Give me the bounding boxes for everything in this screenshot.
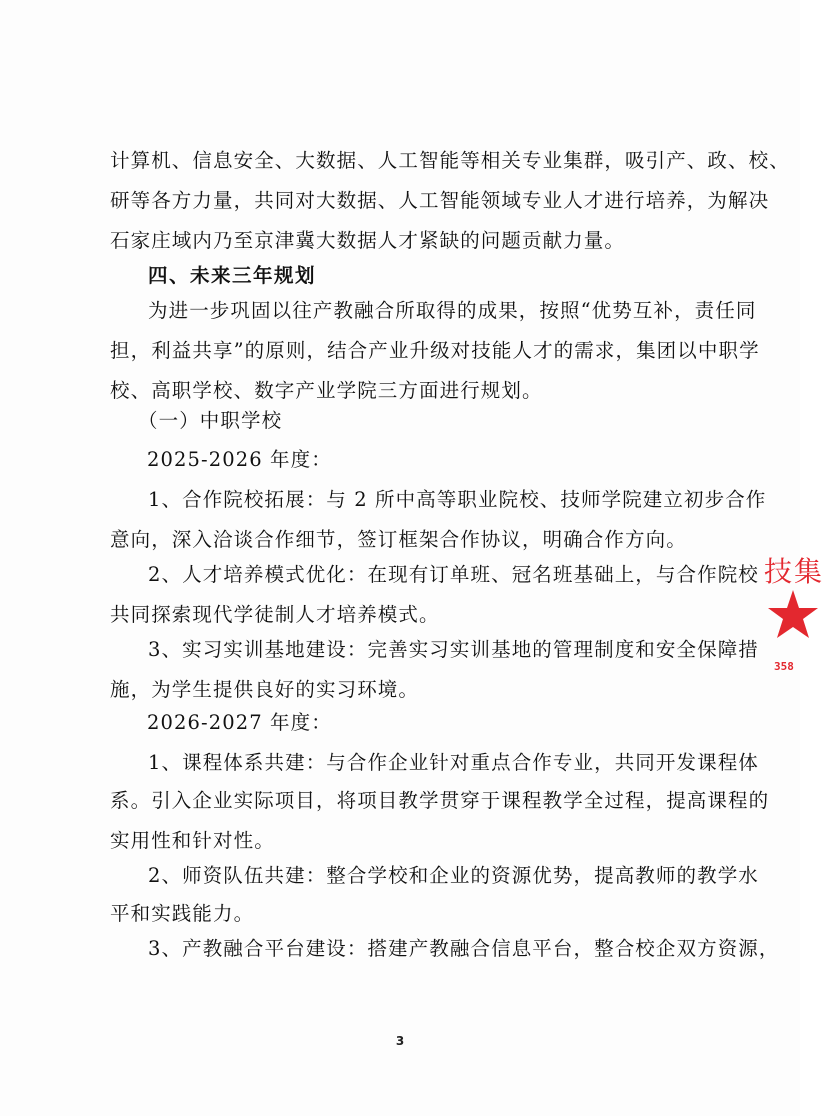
section-heading: 四、未来三年规划 xyxy=(148,264,317,287)
body-line: 为进一步巩固以往产教融合所取得的成果，按照“优势互补，责任同 xyxy=(148,299,757,322)
body-line: 系。引入企业实际项目，将项目教学贯穿于课程教学全过程，提高课程的 xyxy=(110,789,770,812)
seal-text: 技集 xyxy=(764,555,824,588)
body-line: 2、师资队伍共建：整合学校和企业的资源优势，提高教师的教学水 xyxy=(148,864,759,887)
body-line: 3、产教融合平台建设：搭建产教融合信息平台，整合校企双方资源， xyxy=(148,937,780,960)
body-line: 石家庄域内乃至京津冀大数据人才紧缺的问题贡献力量。 xyxy=(110,229,626,252)
body-line: 共同探索现代学徒制人才培养模式。 xyxy=(110,603,440,626)
year-heading: 2026-2027 年度： xyxy=(147,711,332,734)
body-line: 3、实习实训基地建设：完善实习实训基地的管理制度和安全保障措 xyxy=(148,638,759,661)
body-line: 计算机、信息安全、大数据、人工智能等相关专业集群，吸引产、政、校、 xyxy=(110,149,790,172)
subsection-heading: （一）中职学校 xyxy=(138,409,283,432)
body-line: 2、人才培养模式优化：在现有订单班、冠名班基础上，与合作院校 xyxy=(148,563,759,586)
body-line: 施，为学生提供良好的实习环境。 xyxy=(110,678,420,701)
body-line: 意向，深入洽谈合作细节，签订框架合作协议，明确合作方向。 xyxy=(110,528,687,551)
body-line: 研等各方力量，共同对大数据、人工智能领域专业人才进行培养，为解决 xyxy=(110,189,770,212)
body-line: 担，利益共享”的原则，结合产业升级对技能人才的需求，集团以中职学 xyxy=(110,339,760,362)
official-seal xyxy=(760,548,824,688)
body-line: 1、合作院校拓展：与 2 所中高等职业院校、技师学院建立初步合作 xyxy=(148,488,767,511)
body-line: 校、高职学校、数字产业学院三方面进行规划。 xyxy=(110,379,543,402)
year-heading: 2025-2026 年度： xyxy=(147,448,332,471)
body-line: 平和实践能力。 xyxy=(110,902,255,925)
seal-code: 358 xyxy=(774,660,794,673)
seal-star-icon xyxy=(768,590,818,642)
body-line: 1、课程体系共建：与合作企业针对重点合作专业，共同开发课程体 xyxy=(148,751,759,774)
page-number: 3 xyxy=(395,1034,405,1048)
body-line: 实用性和针对性。 xyxy=(110,829,275,852)
